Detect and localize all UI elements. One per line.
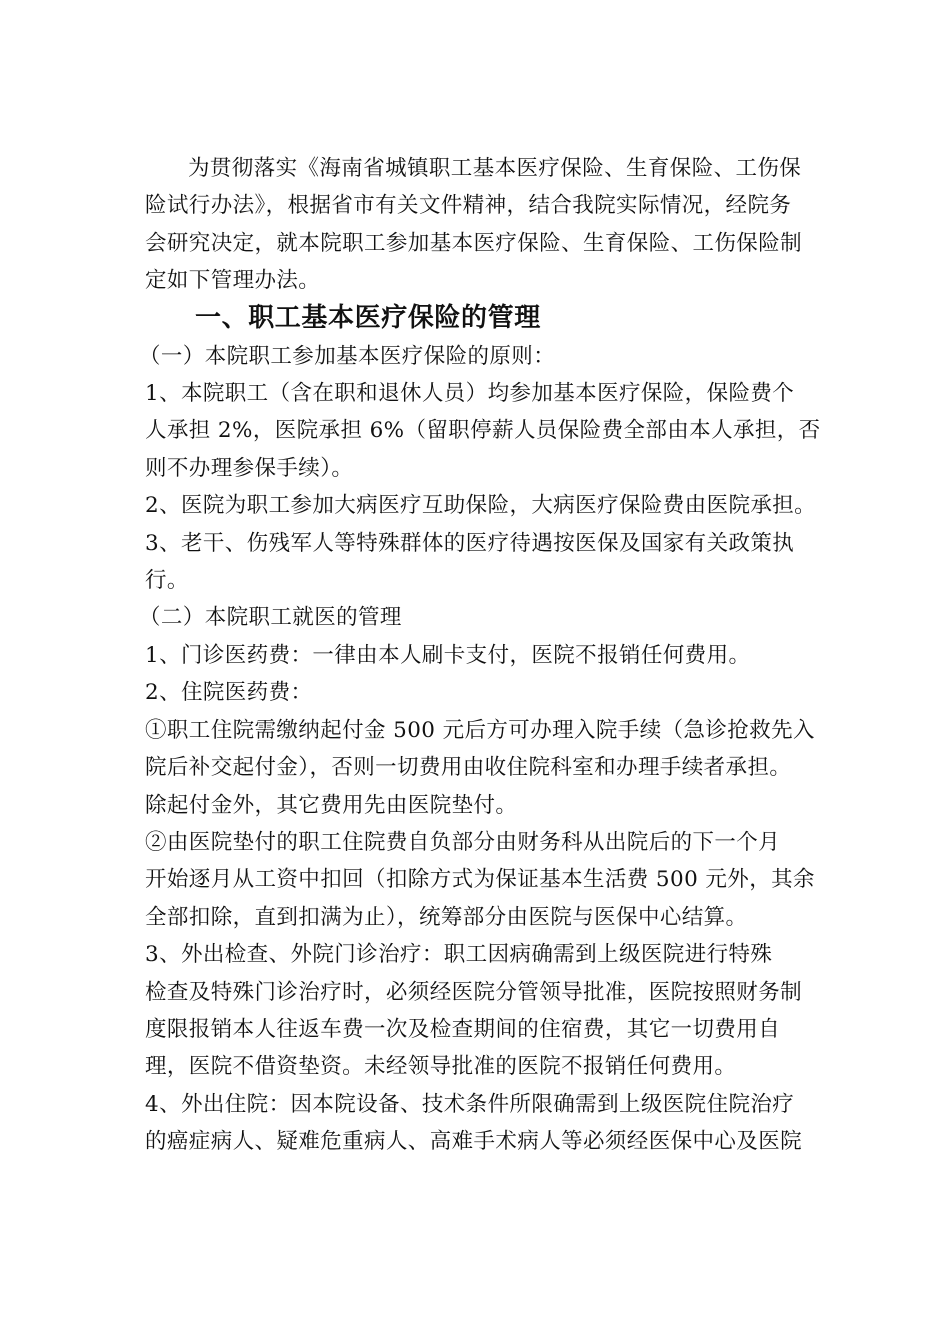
section-2-item-3-line: 3、外出检查、外院门诊治疗：职工因病确需到上级医院进行特殊	[145, 942, 773, 968]
section-2-item-4-line: 4、外出住院：因本院设备、技术条件所限确需到上级医院住院治疗	[145, 1091, 795, 1117]
section-2-item-3-line: 度限报销本人往返车费一次及检查期间的住宿费，其它一切费用自	[145, 1016, 781, 1042]
section-1-item-1-line: 人承担 2%，医院承担 6%（留职停薪人员保险费全部由本人承担，否	[145, 418, 821, 444]
section-2-sub-1-line: ①职工住院需缴纳起付金 500 元后方可办理入院手续（急诊抢救先入	[145, 717, 815, 743]
section-2-item-1: 1、门诊医药费：一律由本人刷卡支付，医院不报销任何费用。	[145, 642, 751, 668]
intro-paragraph	[145, 150, 805, 300]
section-1-title: （一）本院职工参加基本医疗保险的原则：	[139, 343, 556, 369]
intro-line: 险试行办法》，根据省市有关文件精神，结合我院实际情况，经院务	[145, 193, 792, 219]
document-page	[139, 150, 821, 1161]
section-2-sub-2-line: ②由医院垫付的职工住院费自负部分由财务科从出院后的下一个月	[145, 829, 781, 855]
section-2-item-3-line: 理，医院不借资垫资。未经领导批准的医院不报销任何费用。	[145, 1054, 737, 1080]
section-1-item-1-line: 则不办理参保手续）。	[145, 455, 354, 481]
section-1-item-1-line: 1、本院职工（含在职和退休人员）均参加基本医疗保险，保险费个	[145, 381, 795, 407]
section-2-item-3-line: 检查及特殊门诊治疗时，必须经医院分管领导批准，医院按照财务制	[145, 979, 803, 1005]
section-2-item-2: 2、住院医药费：	[145, 680, 313, 706]
intro-line: 定如下管理办法。	[145, 268, 321, 294]
section-2-title: （二）本院职工就医的管理	[139, 605, 402, 631]
section-2-sub-1-line: 除起付金外，其它费用先由医院垫付。	[145, 792, 518, 818]
section-2-sub-2-line: 全部扣除，直到扣满为止），统筹部分由医院与医保中心结算。	[145, 904, 748, 930]
section-heading: 一、职工基本医疗保险的管理	[195, 302, 541, 333]
section-2-sub-1-line: 院后补交起付金），否则一切费用由收住院科室和办理手续者承担。	[145, 755, 792, 781]
section-1	[139, 338, 821, 600]
section-1-item-3-line: 行。	[145, 568, 189, 594]
section-1-item-2: 2、医院为职工参加大病医疗互助保险，大病医疗保险费由医院承担。	[145, 493, 817, 519]
section-2-sub-2-line: 开始逐月从工资中扣回（扣除方式为保证基本生活费 500 元外，其余	[145, 867, 815, 893]
section-1-item-3-line: 3、老干、伤残军人等特殊群体的医疗待遇按医保及国家有关政策执	[145, 530, 795, 556]
section-2	[139, 599, 815, 1160]
intro-line: 会研究决定，就本院职工参加基本医疗保险、生育保险、工伤保险制	[145, 230, 803, 256]
intro-line: 为贯彻落实《海南省城镇职工基本医疗保险、生育保险、工伤保	[188, 156, 802, 181]
section-2-item-4-line: 的癌症病人、疑难危重病人、高难手术病人等必须经医保中心及医院	[145, 1129, 803, 1155]
